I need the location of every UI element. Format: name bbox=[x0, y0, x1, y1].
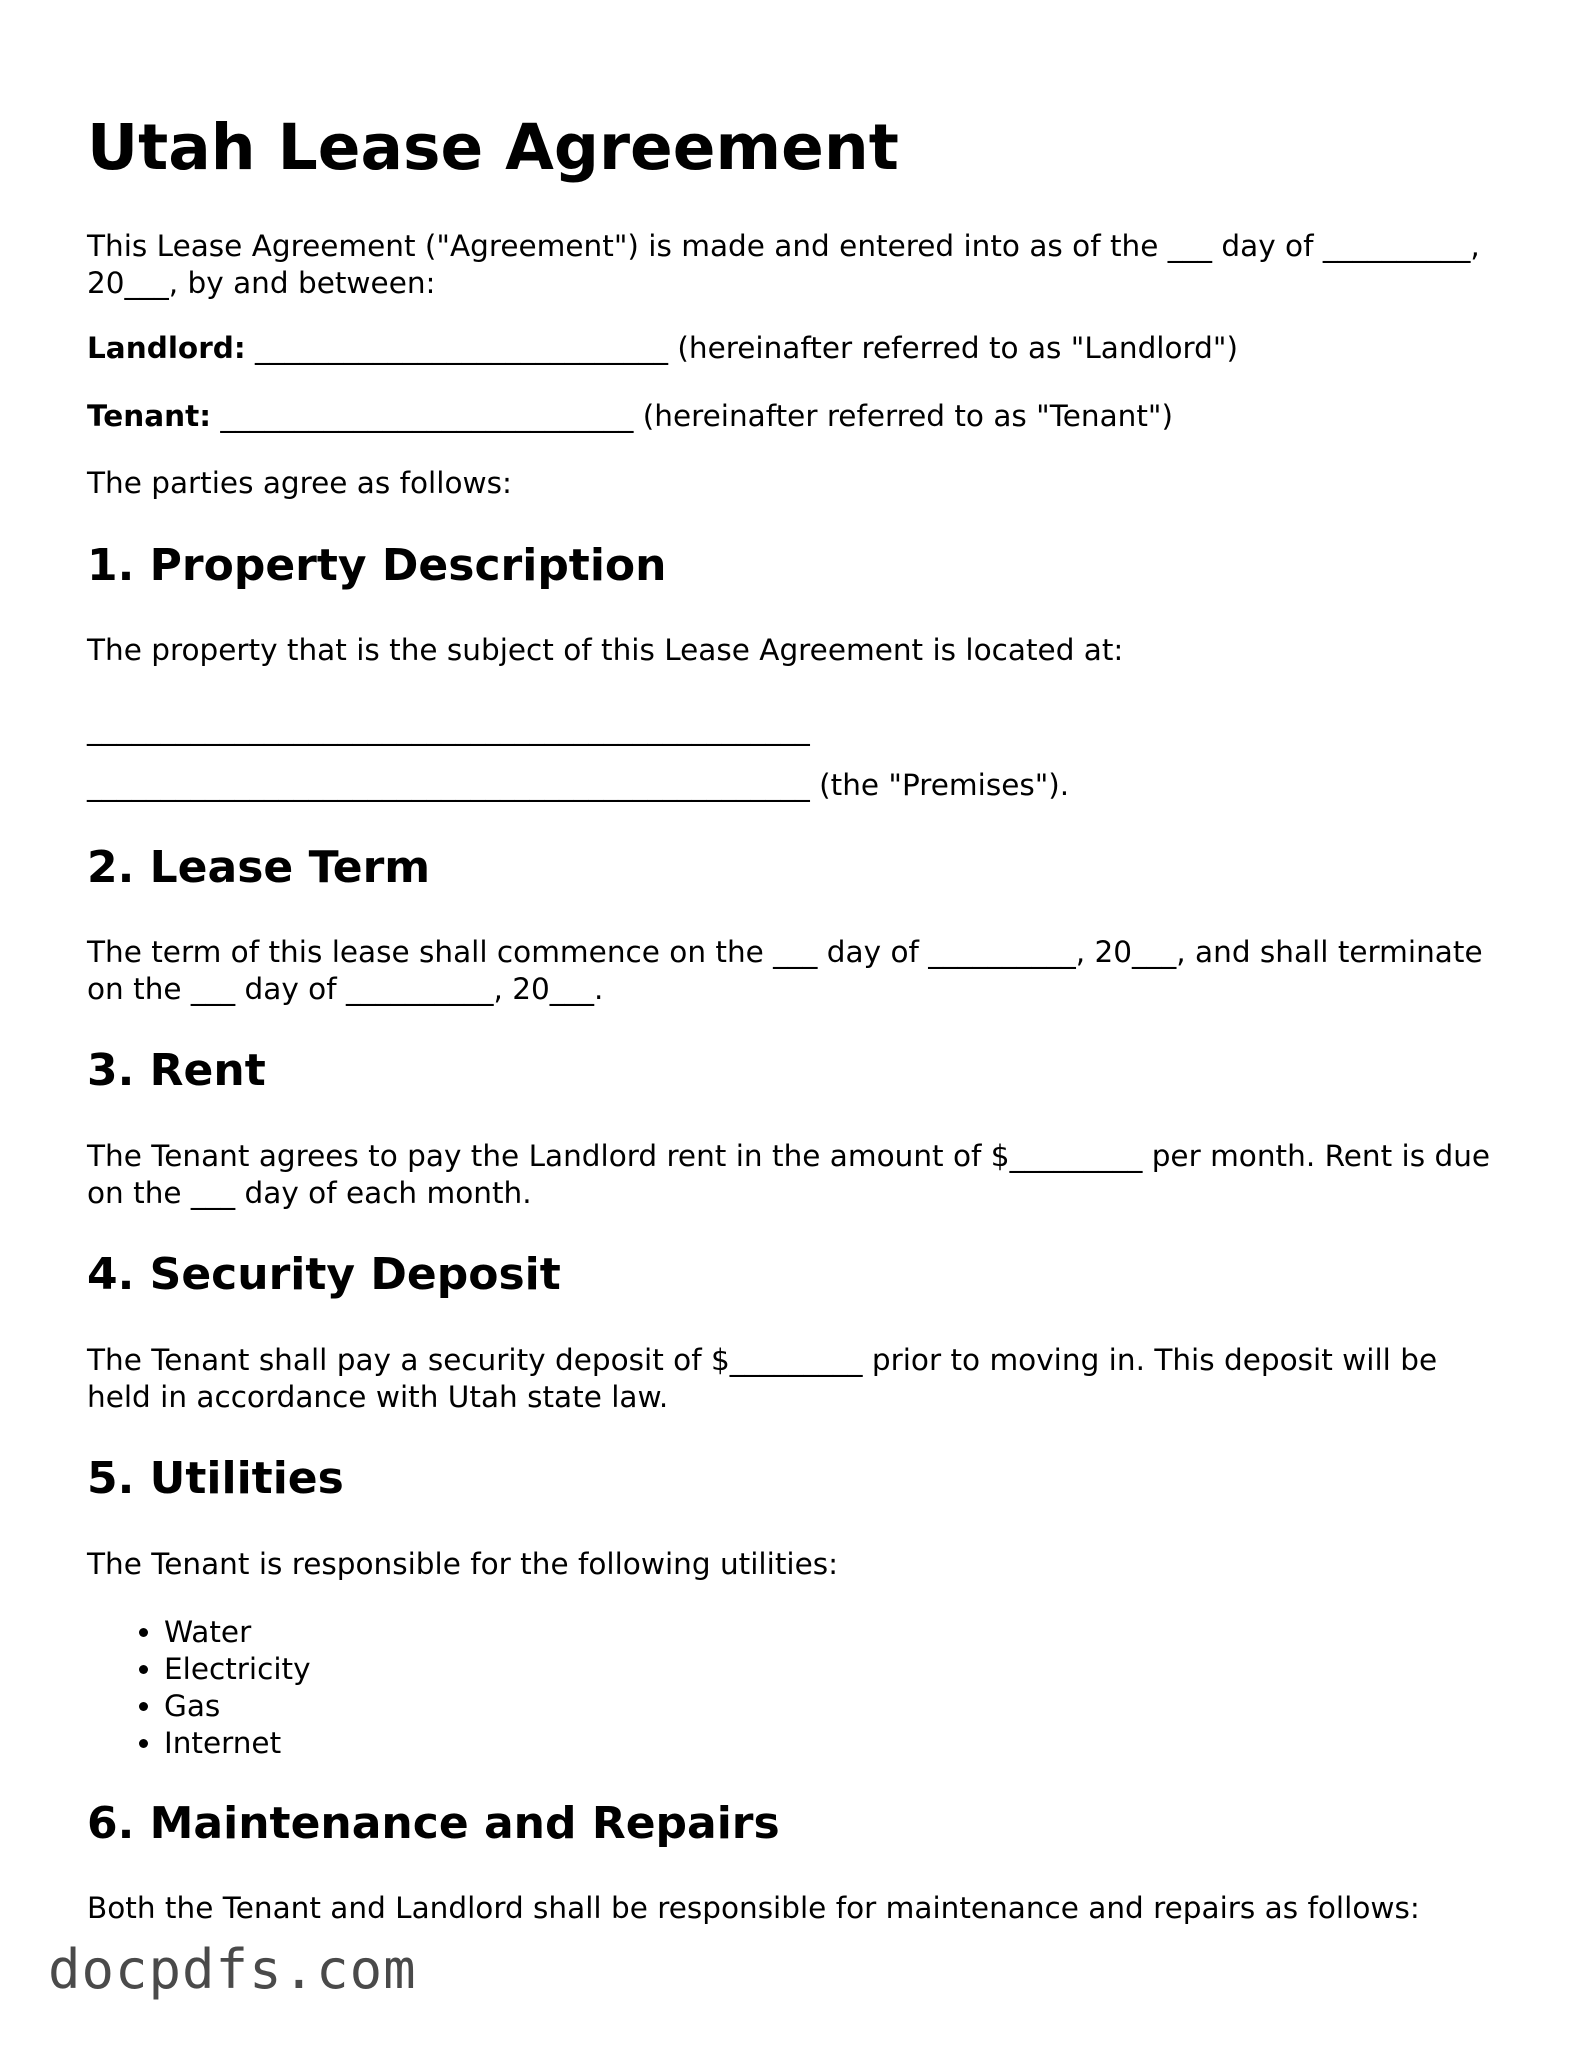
section-heading-security-deposit: 4. Security Deposit bbox=[87, 1249, 561, 1300]
landlord-blank: ____________________________ (hereinafter referred to as "Landlord") bbox=[245, 331, 1238, 365]
property-address-line-2: _________________________________________________ (the "Premises"). bbox=[87, 768, 1070, 802]
section-heading-property: 1. Property Description bbox=[87, 540, 667, 591]
lease-term-text: The term of this lease shall commence on the ___ day of __________, 20___, and shall terminate on the ___ day of __________, 20___. bbox=[87, 935, 1483, 1006]
list-item: • Electricity bbox=[164, 1651, 311, 1688]
security-deposit-text: The Tenant shall pay a security deposit of $_________ prior to moving in. This deposit will be held in accordance with Utah state law. bbox=[87, 1343, 1438, 1414]
list-item: • Gas bbox=[164, 1688, 311, 1725]
tenant-line bbox=[87, 398, 1507, 435]
parties-agree: The parties agree as follows: bbox=[87, 466, 512, 500]
watermark: docpdfs.com bbox=[48, 1938, 417, 2001]
landlord-label: Landlord: bbox=[87, 331, 246, 365]
section-heading-lease-term: 2. Lease Term bbox=[87, 842, 431, 893]
list-item: • Water bbox=[164, 1614, 311, 1651]
maintenance-text: Both the Tenant and Landlord shall be responsible for maintenance and repairs as follows: bbox=[87, 1891, 1420, 1925]
section-heading-utilities: 5. Utilities bbox=[87, 1453, 344, 1504]
list-item: • Internet bbox=[164, 1725, 311, 1762]
utilities-text: The Tenant is responsible for the following utilities: bbox=[87, 1547, 839, 1581]
document-title: Utah Lease Agreement bbox=[87, 111, 899, 184]
tenant-label: Tenant: bbox=[87, 399, 212, 433]
section-heading-rent: 3. Rent bbox=[87, 1045, 266, 1096]
landlord-line bbox=[87, 330, 1507, 367]
intro-paragraph: This Lease Agreement ("Agreement") is made and entered into as of the ___ day of __________, 20___, by and between: bbox=[87, 229, 1480, 300]
property-text: The property that is the subject of this Lease Agreement is located at: bbox=[87, 633, 1124, 667]
section-heading-maintenance: 6. Maintenance and Repairs bbox=[87, 1798, 780, 1849]
rent-text: The Tenant agrees to pay the Landlord rent in the amount of $_________ per month. Rent is due on the ___ day of each month. bbox=[87, 1139, 1491, 1210]
tenant-blank: ____________________________ (hereinafter referred to as "Tenant") bbox=[211, 399, 1173, 433]
property-address-line-1: _________________________________________________ bbox=[87, 712, 810, 746]
utilities-list bbox=[87, 1614, 311, 1762]
